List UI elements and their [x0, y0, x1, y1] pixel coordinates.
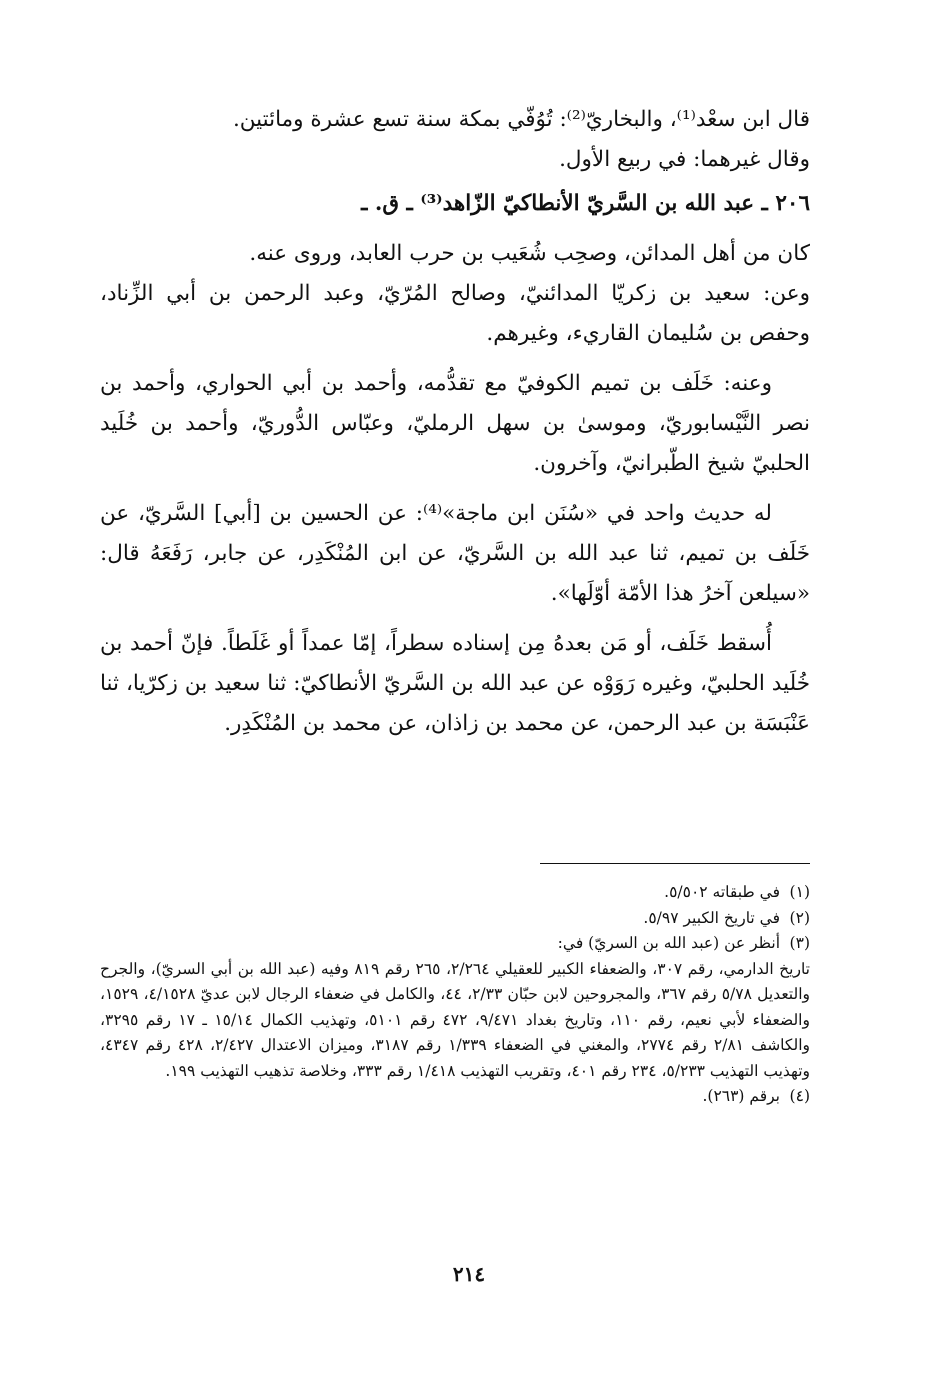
footnote-number: (٢) — [789, 908, 810, 927]
footnote-2 — [100, 906, 810, 932]
footnote-3 — [100, 931, 810, 957]
footnote-3-sources: تاريخ الدارمي، رقم ٣٠٧، والضعفاء الكبير للعقيلي ٢/٢٦٤، ٢٦٥ رقم ٨١٩ وفيه (عبد الله بن أبي السريّ)، والجرح والتعديل ٥/٧٨ رقم ٣٦٧، والمجروحين لابن حبّان ٢/٣٣، ٤٤، والكامل في ضعفاء الرجال لابن عديّ ٤/١٥٢٨، ١٥٢٩، والضعفاء لأبي نعيم، رقم ١١٠، وتاريخ بغداد ٩/٤٧١، ٤٧٢ رقم ٥١٠١، وتهذيب الكمال ١٥/١٤ ـ ١٧ رقم ٣٢٩٥، والكاشف ٢/٨١ رقم ٢٧٧٤، والمغني في الضعفاء ١/٣٣٩ رقم ٣١٨٧، وميزان الاعتدال ٢/٤٢٧، ٤٢٨ رقم ٤٣٤٧، وتهذيب التهذيب ٥/٢٣٣، ٢٣٤ رقم ٤٠١، وتقريب التهذيب ١/٤١٨ رقم ٣٣٣، وخلاصة تذهيب التهذيب ١٩٩. — [100, 959, 810, 1080]
footnote-4 — [100, 1084, 810, 1110]
entry-heading: ٢٠٦ ـ عبد الله بن السَّريّ الأنطاكيّ الزّاهد⁽³⁾ ـ ق. ـ — [361, 191, 810, 216]
paragraph-hadith: له حديث واحد في «سُنَن ابن ماجة»⁽⁴⁾: عن الحسين بن [أبي] السَّريّ، عن خَلَف بن تميم، ثنا عبد الله بن السَّريّ، عن ابن المُنْكَدِر، عن جابر، رَفَعَهُ قال: «سيلعن آخرُ هذا الأمّة أوّلَها». — [100, 501, 810, 606]
footnote-divider — [540, 863, 810, 864]
page-number: ٢١٤ — [452, 1262, 486, 1286]
footnote-1 — [100, 880, 810, 906]
paragraph-narrated-by: وعنه: خَلَف بن تميم الكوفيّ مع تقدُّمه، وأحمد بن أبي الحواري، وأحمد بن نصر النَّيْسابوريّ، وموسىٰ بن سهل الرمليّ، وعبّاس الدُّوريّ، وأحمد بن خُلَيد الحلبيّ شيخ الطّبرانيّ، وآخرون. — [100, 371, 810, 476]
paragraph-death: قال ابن سعْد⁽¹⁾، والبخاريّ⁽²⁾: تُوُفّي بمكة سنة تسع عشرة ومائتين. — [232, 107, 810, 132]
footnotes — [100, 880, 810, 1110]
paragraph-other-opinion: وقال غيرهما: في ربيع الأول. — [559, 147, 810, 172]
main-text — [100, 100, 810, 744]
footnote-text: برقم (٢٦٣). — [702, 1087, 780, 1105]
paragraph-origin: كان من أهل المدائن، وصحِب شُعَيب بن حرب العابد، وروى عنه. — [249, 241, 810, 266]
paragraph-commentary: أُسقط خَلَف، أو مَن بعدهُ مِن إسناده سطراً، إمّا عمداً أو غَلَطاً. فإنّ أحمد بن خُلَيد الحلبيّ، وغيره رَوَوْه عن عبد الله بن السَّريّ الأنطاكيّ: ثنا سعيد بن زكرّيا، ثنا عَنْبَسَة بن عبد الرحمن، عن محمد بن زاذان، عن محمد بن المُنْكَدِر. — [100, 631, 810, 736]
paragraph-narrated-from: وعن: سعيد بن زكريّا المدائنيّ، وصالح المُرّيّ، وعبد الرحمن بن أبي الزِّناد، وحفص بن سُليمان القاريء، وغيرهم. — [100, 281, 810, 346]
footnote-number: (٣) — [789, 934, 810, 952]
footnote-text: في تاريخ الكبير ٥/٩٧. — [643, 908, 780, 927]
footnote-number: (٤) — [789, 1087, 810, 1105]
footnote-text: أنظر عن (عبد الله بن السريّ) في: — [557, 934, 780, 952]
footnote-text: في طبقاته ٥/٥٠٢. — [664, 883, 780, 901]
footnote-number: (١) — [789, 883, 810, 901]
